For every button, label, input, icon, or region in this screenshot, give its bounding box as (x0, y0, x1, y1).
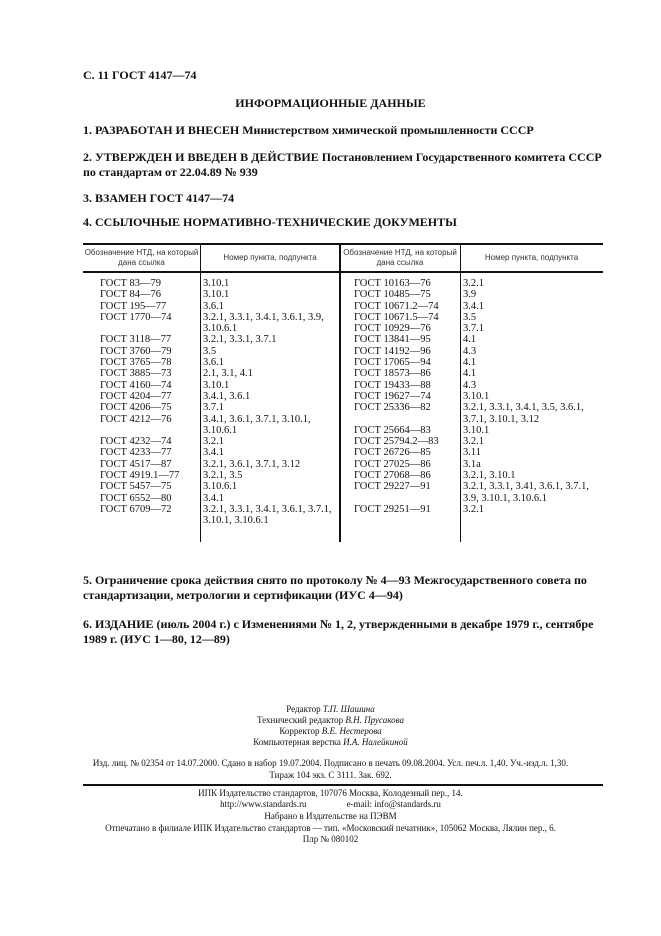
clause-refs: 3.4.1 (463, 300, 484, 312)
ntd-code: ГОСТ 27068—86 (354, 470, 431, 482)
ntd-code: ГОСТ 4233—77 (100, 447, 172, 459)
table-row (340, 301, 603, 312)
credit-role: Технический редактор (256, 715, 344, 725)
item-2 (83, 150, 603, 180)
table-row (83, 493, 340, 504)
item-4 (83, 215, 603, 230)
credit-line (0, 737, 661, 748)
table-row (83, 436, 340, 447)
header-clause-right: Номер пункта, подпункта (484, 253, 579, 262)
ntd-code: ГОСТ 3760—79 (100, 345, 172, 357)
item-1-text: Министерством химической промышленности СССР (239, 123, 534, 137)
clause-refs: 3.2.1, 3.10.1 (463, 470, 516, 482)
credit-name: Т.П. Шашина (322, 704, 375, 714)
table-row (340, 357, 603, 368)
clause-refs: 3.6.1 (203, 300, 224, 312)
clause-refs: 4.1 (463, 368, 477, 380)
table-row (340, 380, 603, 391)
clause-refs: 4.1 (463, 357, 477, 369)
clause-refs: 3.2.1, 3.5 (203, 470, 243, 482)
clause-refs: 3.7.1 (463, 323, 484, 335)
ntd-code: ГОСТ 6709—72 (100, 503, 172, 515)
ntd-code: ГОСТ 4212—76 (100, 413, 172, 425)
ntd-code: ГОСТ 29227—91 (354, 481, 431, 493)
item-2-lead: 2. УТВЕРЖДЕН И ВВЕДЕН В ДЕЙСТВИЕ (83, 150, 319, 164)
ntd-code: ГОСТ 10671.2—74 (354, 300, 439, 312)
ntd-code: ГОСТ 25794.2—83 (354, 436, 439, 448)
table-row (340, 289, 603, 300)
ntd-code: ГОСТ 4919.1—77 (100, 470, 180, 482)
table-row (340, 391, 603, 402)
publisher-contacts (0, 799, 661, 810)
table-row (83, 357, 340, 368)
ntd-code: ГОСТ 4160—74 (100, 379, 172, 391)
publisher-address: ИПК Издательство стандартов, 107076 Москва, Колодезный пер., 14. (198, 788, 463, 798)
item-2-text: Постановлением Государственного комитета СССР по стандартам от 22.04.89 № 939 (83, 150, 602, 179)
clause-refs: 3.2.1 (203, 436, 224, 448)
table-row (83, 289, 340, 300)
ntd-code: ГОСТ 83—79 (100, 278, 162, 289)
table-row (83, 380, 340, 391)
ntd-code: ГОСТ 29251—91 (354, 503, 431, 515)
clause-refs: 3.2.1, 3.3.1, 3.41, 3.6.1, 3.7.1, 3.9, 3.10.1, 3.10.6.1 (463, 481, 589, 504)
ntd-code: ГОСТ 4517—87 (100, 458, 172, 470)
table-row (340, 436, 603, 447)
ntd-code: ГОСТ 4204—77 (100, 390, 172, 402)
header-ntd-left: Обозначение НТД, на который дана ссылка (84, 248, 199, 267)
header-ntd-right: Обозначение НТД, на который дана ссылка (343, 248, 457, 267)
clause-refs: 3.7.1 (203, 402, 224, 414)
clause-refs: 3.4.1 (203, 447, 224, 459)
ntd-code: ГОСТ 4232—74 (100, 436, 172, 448)
table-row (83, 346, 340, 357)
credit-role: Компьютерная верстка (253, 737, 341, 747)
clause-refs: 3.2.1 (463, 436, 484, 448)
table-row (83, 334, 340, 345)
clause-refs: 3.2.1 (463, 278, 484, 289)
clause-refs: 3.10.1 (463, 390, 490, 402)
clause-refs: 3.4.1 (203, 492, 224, 504)
clause-refs: 3.1а (463, 458, 481, 470)
table-right-half (340, 278, 603, 515)
table-row (83, 278, 340, 289)
credit-name: В.Е. Нестерова (321, 726, 382, 736)
clause-refs: 2.1, 3.1, 4.1 (203, 368, 253, 380)
table-left-half (83, 278, 340, 527)
credit-name: В.Н. Прусакова (345, 715, 405, 725)
clause-refs: 3.10.1 (463, 424, 490, 436)
typeset-note: Набрано в Издательстве на ПЭВМ (264, 811, 397, 821)
ntd-code: ГОСТ 1770—74 (100, 311, 172, 323)
item-5: 5. Ограничение срока действия снято по протоколу № 4—93 Межгосударственного совета по стандартизации, метрологии и сертификации (ИУС 4—94) (83, 573, 587, 602)
publisher-url[interactable]: http://www.standards.ru (220, 799, 307, 809)
table-row (83, 402, 340, 413)
table-row (340, 346, 603, 357)
table-row (83, 470, 340, 481)
table-row (340, 504, 603, 515)
references-table (83, 243, 603, 542)
ntd-code: ГОСТ 19433—88 (354, 379, 431, 391)
clause-refs: 3.2.1 (463, 503, 484, 515)
credit-name: И.А. Налейкиной (343, 737, 408, 747)
table-row (340, 481, 603, 504)
ntd-code: ГОСТ 3885—73 (100, 368, 172, 380)
credit-line (0, 704, 661, 715)
license-number: Плр № 080102 (302, 834, 359, 844)
clause-refs: 3.6.1 (203, 357, 224, 369)
section-title: ИНФОРМАЦИОННЫЕ ДАННЫЕ (235, 96, 426, 110)
table-row (83, 459, 340, 470)
credit-line (0, 715, 661, 726)
table-row (340, 278, 603, 289)
credit-line (0, 726, 661, 737)
item-3 (83, 191, 603, 206)
clause-refs: 3.5 (203, 345, 217, 357)
divider-rule (83, 784, 603, 786)
clause-refs: 3.2.1, 3.3.1, 3.4.1, 3.5, 3.6.1, 3.7.1, 3.10.1, 3.12 (463, 402, 584, 425)
ntd-code: ГОСТ 10485—75 (354, 289, 431, 301)
item-3-lead: 3. ВЗАМЕН ГОСТ 4147—74 (83, 191, 235, 205)
table-row (83, 414, 340, 437)
ntd-code: ГОСТ 3765—78 (100, 357, 172, 369)
credit-role: Редактор (286, 704, 321, 714)
clause-refs: 4.3 (463, 379, 477, 391)
imprint-line-1: Изд. лиц. № 02354 от 14.07.2000. Сдано в набор 19.07.2004. Подписано в печать 09.08.2004. Усл. печ.л. 1,40. Уч.-изд.л. 1,30. (92, 758, 569, 768)
header-clause-left: Номер пункта, подпункта (223, 253, 317, 262)
table-row (83, 481, 340, 492)
table-row (340, 368, 603, 379)
ntd-code: ГОСТ 6552—80 (100, 492, 172, 504)
clause-refs: 3.11 (463, 447, 481, 459)
imprint-line-2: Тираж 104 экз. С 3111. Зак. 692. (269, 770, 392, 780)
table-row (340, 323, 603, 334)
table-row (340, 447, 603, 458)
ntd-code: ГОСТ 3118—77 (100, 334, 172, 346)
credits (0, 704, 661, 748)
clause-refs: 3.2.1, 3.3.1, 3.4.1, 3.6.1, 3.9, 3.10.6.1 (203, 311, 324, 335)
clause-refs: 3.5 (463, 311, 477, 323)
table-row (340, 402, 603, 425)
table-row (340, 334, 603, 345)
printed-note: Отпечатано в филиале ИПК Издательство стандартов — тип. «Московский печатник», 105062 Москва, Лялин пер., 6. (105, 823, 556, 833)
table-row (83, 391, 340, 402)
ntd-code: ГОСТ 17065—94 (354, 357, 431, 369)
ntd-code: ГОСТ 13841—95 (354, 334, 431, 346)
page-header: С. 11 ГОСТ 4147—74 (83, 68, 197, 82)
ntd-code: ГОСТ 25664—83 (354, 424, 431, 436)
table-row (83, 312, 340, 335)
ntd-code: ГОСТ 27025—86 (354, 458, 431, 470)
ntd-code: ГОСТ 19627—74 (354, 390, 431, 402)
table-row (83, 447, 340, 458)
item-1-lead: 1. РАЗРАБОТАН И ВНЕСЕН (83, 123, 240, 137)
ntd-code: ГОСТ 84—76 (100, 289, 162, 301)
item-6: 6. ИЗДАНИЕ (июль 2004 г.) с Изменениями № 1, 2, утвержденными в декабре 1979 г., сентябре 1989 г. (ИУС 1—80, 12—89) (83, 617, 594, 646)
clause-refs: 3.10.6.1 (203, 481, 238, 493)
table-row (340, 312, 603, 323)
ntd-code: ГОСТ 10671.5—74 (354, 311, 439, 323)
clause-refs: 3.2.1, 3.3.1, 3.7.1 (203, 334, 277, 346)
table-row (340, 425, 603, 436)
clause-refs: 3.10.1 (203, 379, 230, 391)
clause-refs: 3.10.1 (203, 278, 230, 289)
ntd-code: ГОСТ 25336—82 (354, 402, 431, 414)
ntd-code: ГОСТ 26726—85 (354, 447, 431, 459)
item-1 (83, 123, 603, 138)
ntd-code: ГОСТ 10163—76 (354, 278, 431, 289)
item-4-lead: 4. ССЫЛОЧНЫЕ НОРМАТИВНО-ТЕХНИЧЕСКИЕ ДОКУМЕНТЫ (83, 215, 457, 229)
clause-refs: 3.2.1, 3.3.1, 3.4.1, 3.6.1, 3.7.1, 3.10.1, 3.10.6.1 (203, 503, 332, 527)
clause-refs: 3.4.1, 3.6.1 (203, 390, 251, 402)
clause-refs: 3.4.1, 3.6.1, 3.7.1, 3.10.1, 3.10.6.1 (203, 413, 311, 436)
clause-refs: 4.3 (463, 345, 477, 357)
ntd-code: ГОСТ 10929—76 (354, 323, 431, 335)
ntd-code: ГОСТ 5457—75 (100, 481, 172, 493)
credit-role: Корректор (279, 726, 320, 736)
table-row (83, 301, 340, 312)
ntd-code: ГОСТ 4206—75 (100, 402, 172, 414)
publisher-email[interactable]: e-mail: info@standards.ru (346, 799, 441, 809)
clause-refs: 4.1 (463, 334, 477, 346)
clause-refs: 3.2.1, 3.6.1, 3.7.1, 3.12 (203, 458, 301, 470)
ntd-code: ГОСТ 14192—96 (354, 345, 431, 357)
table-header (83, 245, 603, 273)
table-row (83, 368, 340, 379)
table-row (83, 504, 340, 527)
clause-refs: 3.9 (463, 289, 477, 301)
ntd-code: ГОСТ 195—77 (100, 300, 167, 312)
ntd-code: ГОСТ 18573—86 (354, 368, 431, 380)
clause-refs: 3.10.1 (203, 289, 230, 301)
table-row (340, 459, 603, 470)
table-row (340, 470, 603, 481)
